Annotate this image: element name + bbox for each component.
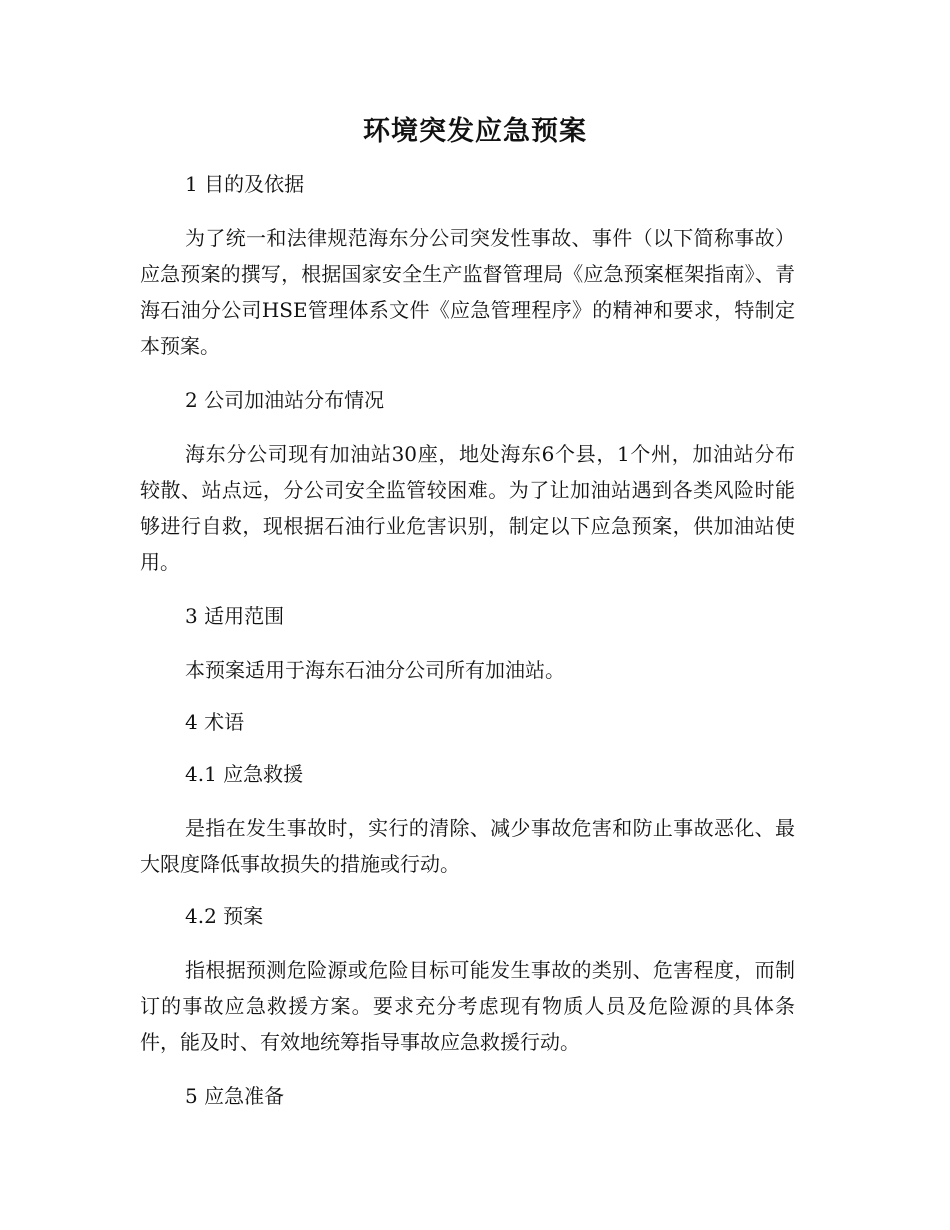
paragraph-plan: 指根据预测危险源或危险目标可能发生事故的类别、危害程度，而制订的事故应急救援方案。要求充分考虑现有物质人员及危险源的具体条件，能及时、有效地统筹指导事故应急救援行动。 bbox=[140, 958, 795, 1054]
section-heading-scope: 3 适用范围 bbox=[185, 604, 285, 628]
paragraph-scope: 本预案适用于海东石油分公司所有加油站。 bbox=[185, 658, 565, 682]
paragraph-purpose: 为了统一和法律规范海东分公司突发性事故、事件（以下简称事故）应急预案的撰写，根据国家安全生产监督管理局《应急预案框架指南》、青海石油分公司HSE管理体系文件《应急管理程序》的精神和要求，特制定本预案。 bbox=[140, 226, 795, 358]
section-heading-emergency-preparation: 5 应急准备 bbox=[185, 1084, 285, 1108]
section-heading-emergency-rescue: 4.1 应急救援 bbox=[185, 762, 304, 786]
section-heading-plan: 4.2 预案 bbox=[185, 904, 264, 928]
paragraph-emergency-rescue: 是指在发生事故时，实行的清除、减少事故危害和防止事故恶化、最大限度降低事故损失的措施或行动。 bbox=[140, 816, 795, 876]
section-heading-purpose: 1 目的及依据 bbox=[185, 172, 305, 196]
paragraph-station-distribution: 海东分公司现有加油站30座，地处海东6个县，1个州，加油站分布较散、站点远，分公司安全监管较困难。为了让加油站遇到各类风险时能够进行自救，现根据石油行业危害识别，制定以下应急预案，供加油站使用。 bbox=[140, 442, 795, 574]
section-heading-terms: 4 术语 bbox=[185, 710, 245, 734]
document-title: 环境突发应急预案 bbox=[363, 116, 587, 147]
section-heading-station-distribution: 2 公司加油站分布情况 bbox=[185, 388, 385, 412]
